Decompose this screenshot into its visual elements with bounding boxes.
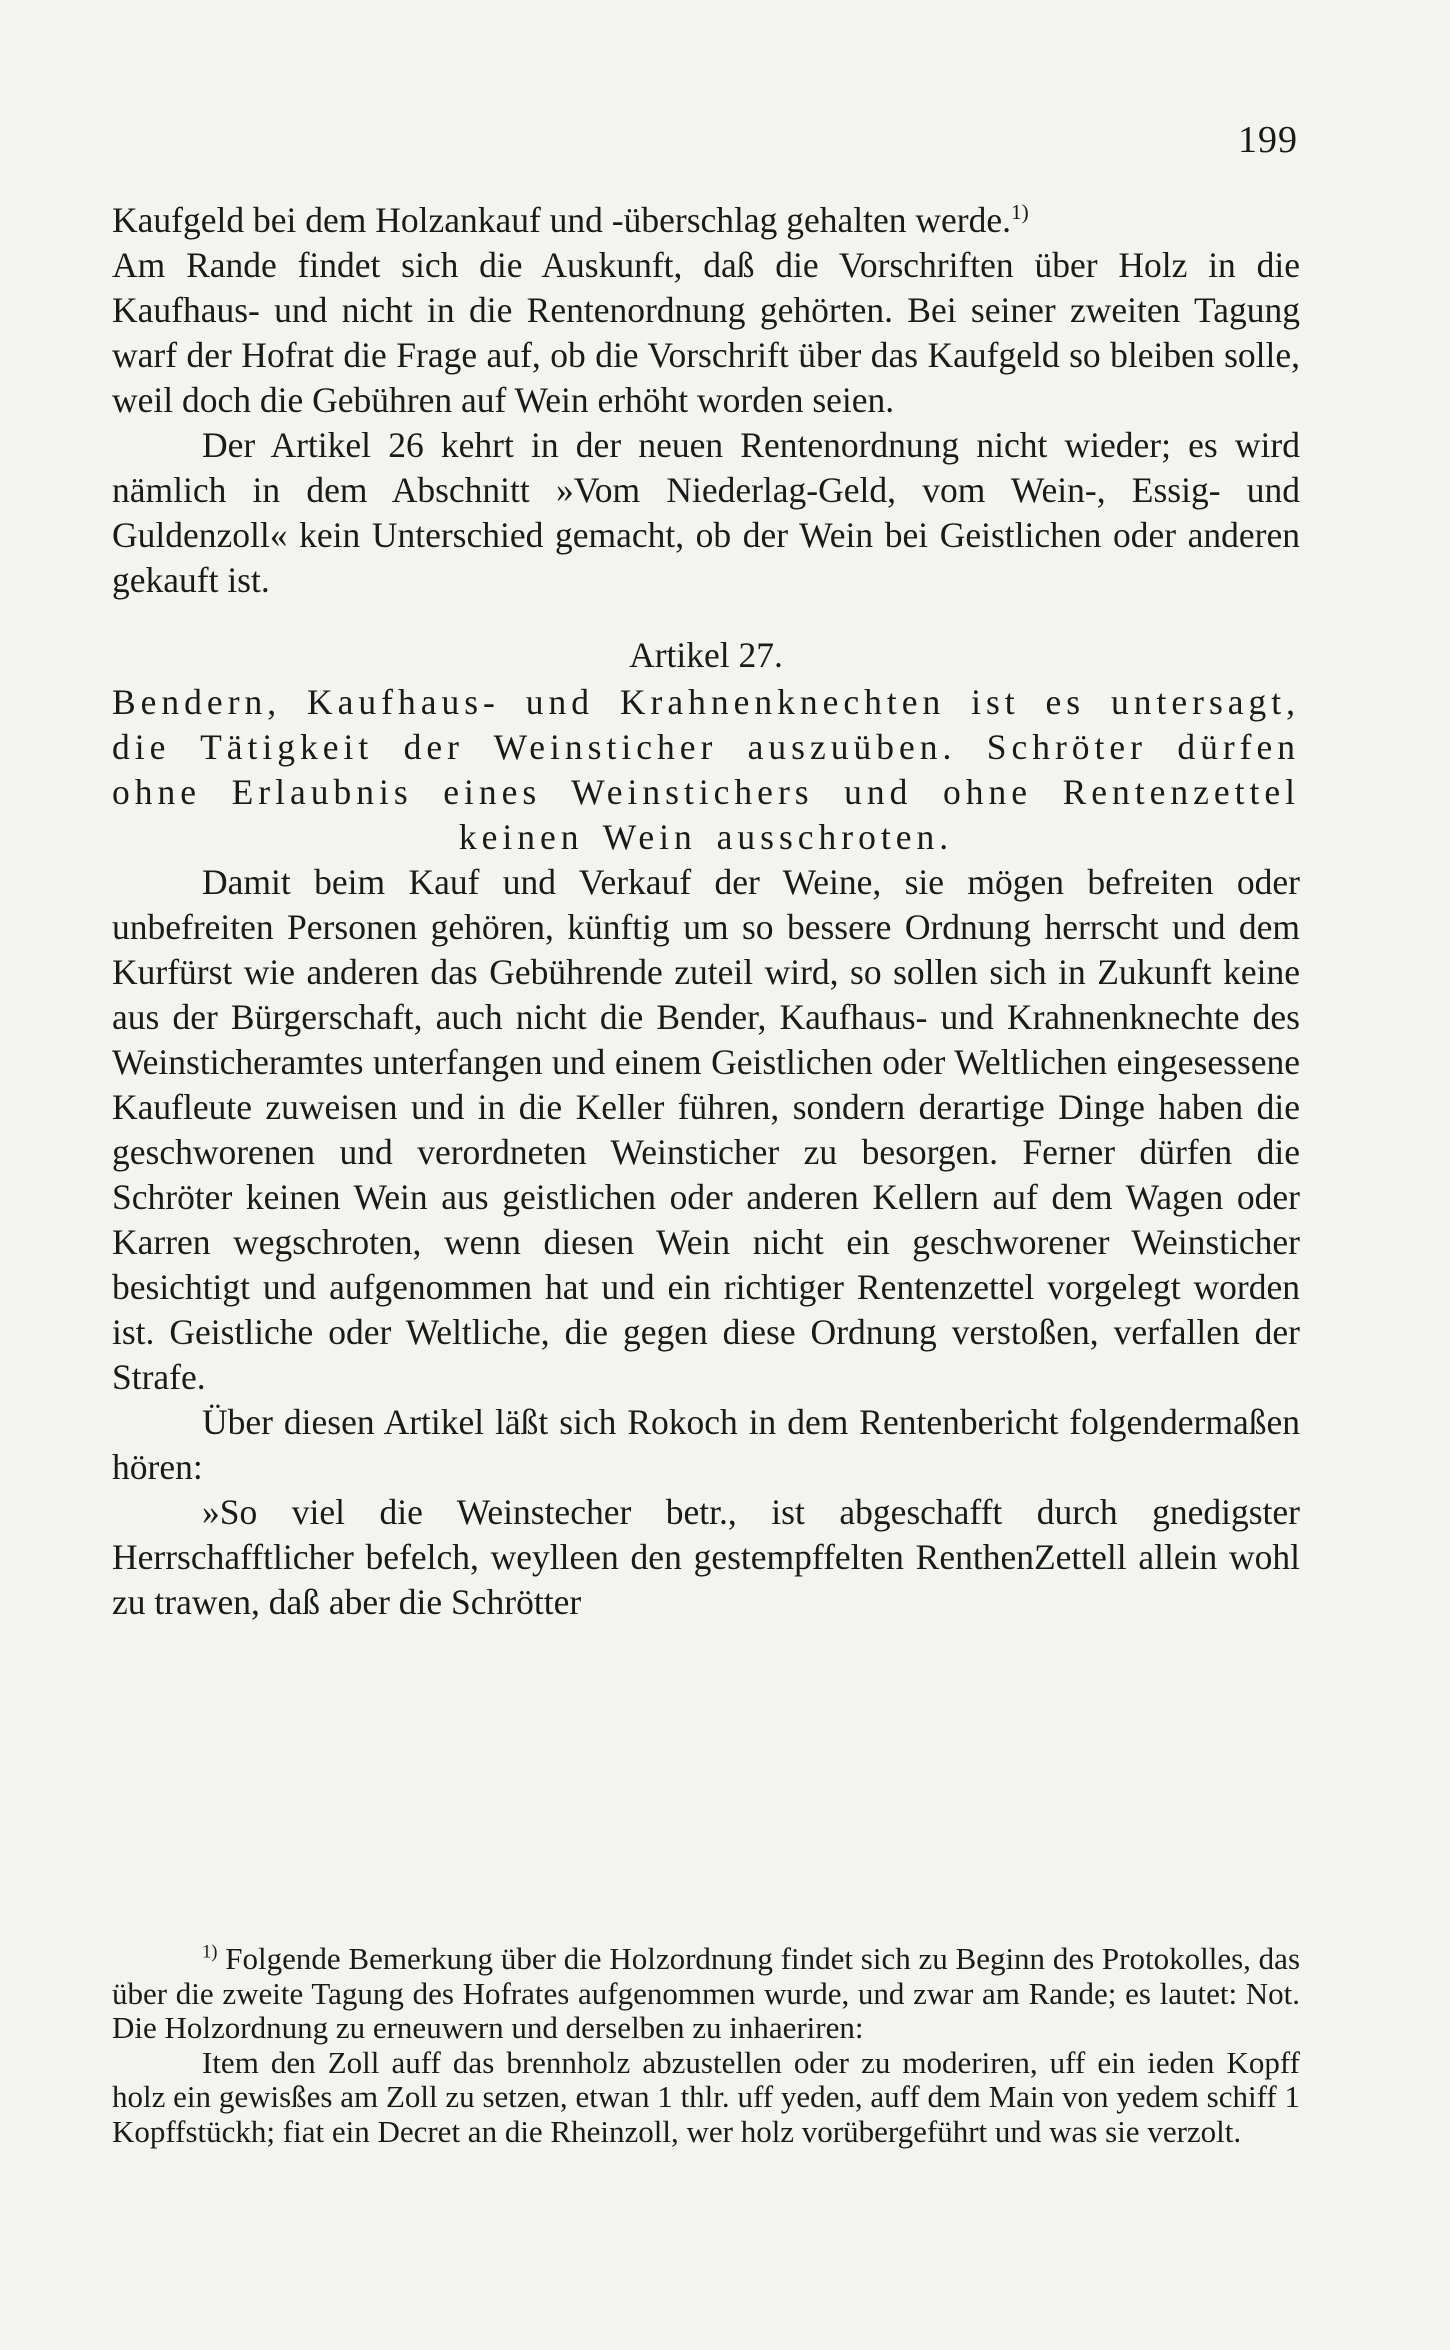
footnote-2: Item den Zoll auff das brennholz abzustellen oder zu moderiren, uff ein ieden Kopff holz ein gewisßes am Zoll zu setzen, etwan 1 thlr. uff yeden, auff dem Main von yedem schiff 1 Kopffstückh; fiat ein Decret an die Rheinzoll, wer holz vorübergeführt und was sie verzolt. — [112, 2044, 1300, 2149]
footnote-reference: 1) — [1010, 200, 1029, 225]
paragraph-4: Damit beim Kauf und Verkauf der Weine, sie mögen befreiten oder unbefreiten Personen gehören, künftig um so bessere Ordnung herrscht und dem Kurfürst wie anderen das Gebührende zuteil wird, so sollen sich in Zukunft keine aus der Bürgerschaft, auch nicht die Bender, Kaufhaus- und Krahnenknechte des Weinsticheramtes unterfangen und einem Geistlichen oder Weltlichen eingesessene Kaufleute zuweisen und in die Keller führen, sondern derartige Dinge haben die geschworenen und verordneten Weinsticher zu besorgen. Ferner dürfen die Schröter keinen Wein aus geistlichen oder anderen Kellern auf dem Wagen oder Karren wegschroten, wenn diesen Wein nicht ein geschworener Weinsticher besichtigt und aufgenommen hat und ein richtiger Rentenzettel vorgelegt worden ist. Geistliche oder Weltliche, die gegen diese Ordnung verstoßen, verfallen der Strafe. — [112, 862, 1300, 1397]
paragraph-5: Über diesen Artikel läßt sich Rokoch in dem Rentenbericht folgendermaßen hören: — [112, 1402, 1300, 1487]
paragraph-1 — [112, 198, 1300, 243]
article-heading: Artikel 27. — [629, 635, 783, 675]
paragraph-6: »So viel die Weinstecher betr., ist abgeschafft durch gnedigster Herrschafftlicher befelch, weylleen den gestempffelten RenthenZettell allein wohl zu trawen, daß aber die Schrötter — [112, 1492, 1300, 1622]
paragraph-3: Der Artikel 26 kehrt in der neuen Rentenordnung nicht wieder; es wird nämlich in dem Abschnitt »Vom Niederlag-Geld, vom Wein-, Essig- und Guldenzoll« kein Unterschied gemacht, ob der Wein bei Geistlichen oder anderen gekauft ist. — [112, 425, 1300, 600]
page-number: 199 — [1238, 119, 1298, 161]
paragraph-2: Am Rande findet sich die Auskunft, daß die Vorschriften über Holz in die Kaufhaus- und nicht in die Rentenordnung gehörten. Bei seiner zweiten Tagung warf der Hofrat die Frage auf, ob die Vorschrift über das Kaufgeld so bleiben solle, weil doch die Gebühren auf Wein erhöht worden seien. — [112, 245, 1300, 420]
article-summary: Bendern, Kaufhaus- und Krahnenknechten ist es untersagt, die Tätigkeit der Weinsticher auszuüben. Schröter dürfen ohne Erlaubnis eines Weinstichers und ohne Rentenzettel keinen Wein ausschroten. — [112, 682, 1300, 857]
footnote-1 — [112, 1942, 1300, 2046]
main-text — [112, 198, 1300, 1625]
footnote-1-mark: 1) — [202, 1941, 218, 1963]
footnotes — [112, 1942, 1300, 2149]
paragraph-1-text: Kaufgeld bei dem Holzankauf und -überschlag gehalten werde. — [112, 200, 1011, 240]
footnote-1-text: Folgende Bemerkung über die Holzordnung findet sich zu Beginn des Protokolles, das über die zweite Tagung des Hofrates aufgenommen wurde, und zwar am Rande; es lautet: Not. Die Holzordnung zu erneuwern und derselben zu inhaeriren: — [112, 1941, 1301, 2045]
